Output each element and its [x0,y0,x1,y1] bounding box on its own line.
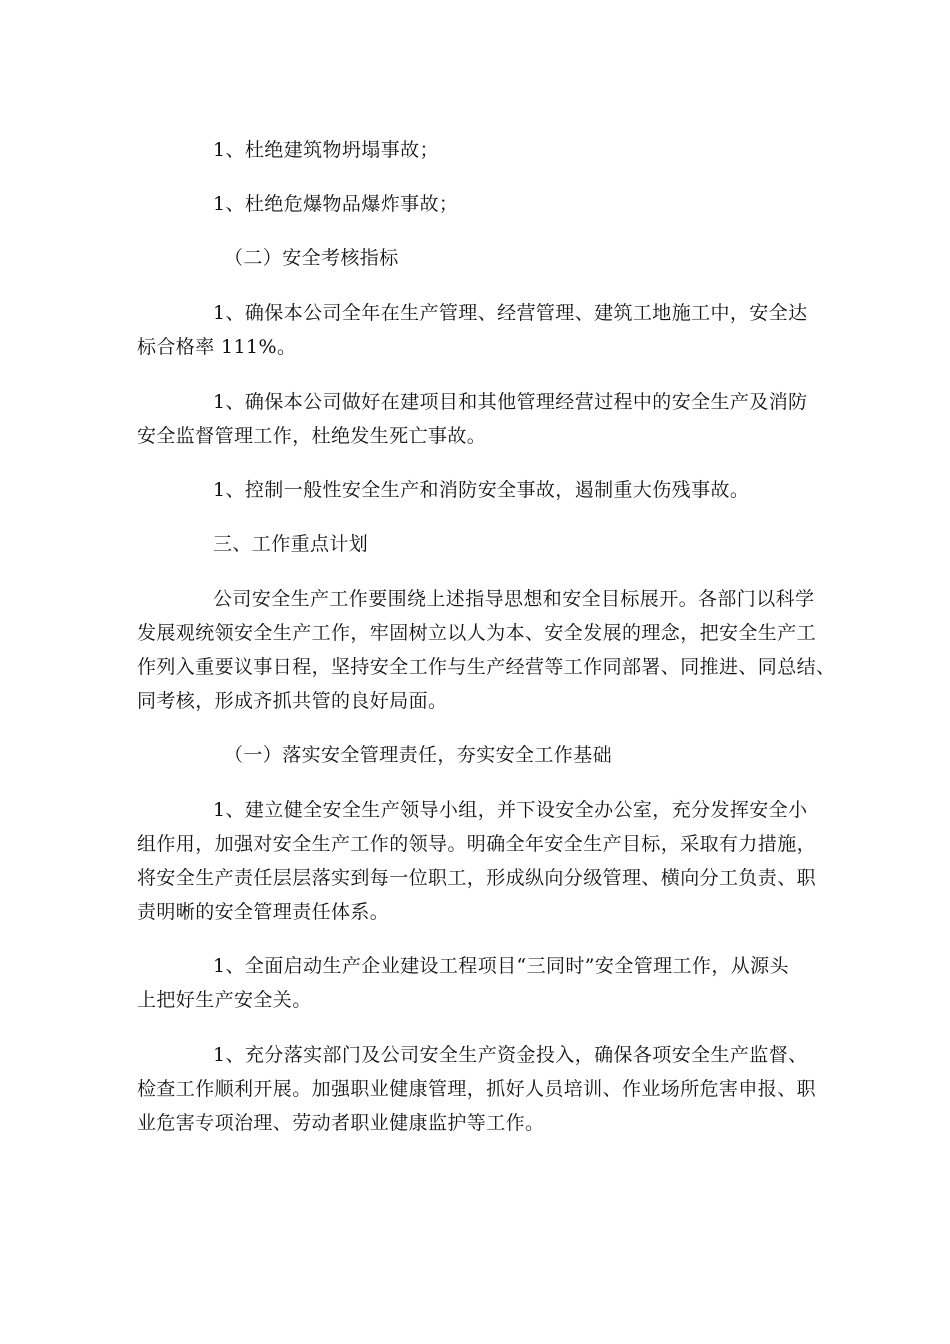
text-line: 公司安全生产工作要围绕上述指导思想和安全目标展开。各部门以科学 [213,588,815,610]
text-line: 业危害专项治理、劳动者职业健康监护等工作。 [137,1112,545,1134]
section-heading: （二）安全考核指标 [224,247,399,269]
text-line: 标合格率 111%。 [137,336,297,358]
text-line: 上把好生产安全关。 [137,989,312,1011]
text-line: 责明晰的安全管理责任体系。 [137,901,390,923]
text-line: 1、充分落实部门及公司安全生产资金投入，确保各项安全生产监督、 [213,1044,808,1066]
text-line: 将安全生产责任层层落实到每一位职工，形成纵向分级管理、横向分工负责、职 [137,867,817,889]
text-line: 1、确保本公司全年在生产管理、经营管理、建筑工地施工中，安全达 [213,302,808,324]
text-line: 1、杜绝建筑物坍塌事故； [213,139,439,161]
text-line: 发展观统领安全生产工作，牢固树立以人为本、安全发展的理念，把安全生产工 [137,622,817,644]
text-line: 检查工作顺利开展。加强职业健康管理，抓好人员培训、作业场所危害申报、职 [137,1078,817,1100]
text-line: 组作用，加强对安全生产工作的领导。明确全年安全生产目标，采取有力措施， [137,833,817,855]
text-line: 1、确保本公司做好在建项目和其他管理经营过程中的安全生产及消防 [213,391,808,413]
section-heading: 三、工作重点计划 [213,533,369,555]
text-line: 1、全面启动生产企业建设工程项目“三同时”安全管理工作，从源头 [213,955,789,977]
text-line: 1、杜绝危爆物品爆炸事故； [213,193,459,215]
text-line: 1、控制一般性安全生产和消防安全事故，遏制重大伤残事故。 [213,479,750,501]
text-line: 同考核，形成齐抓共管的良好局面。 [137,690,448,712]
text-line: 1、建立健全安全生产领导小组，并下设安全办公室，充分发挥安全小 [213,799,808,821]
text-line: 安全监督管理工作，杜绝发生死亡事故。 [137,425,487,447]
section-heading: （一）落实安全管理责任，夯实安全工作基础 [224,744,613,766]
text-line: 作列入重要议事日程，坚持安全工作与生产经营等工作同部署、同推进、同总结、 [137,656,836,678]
